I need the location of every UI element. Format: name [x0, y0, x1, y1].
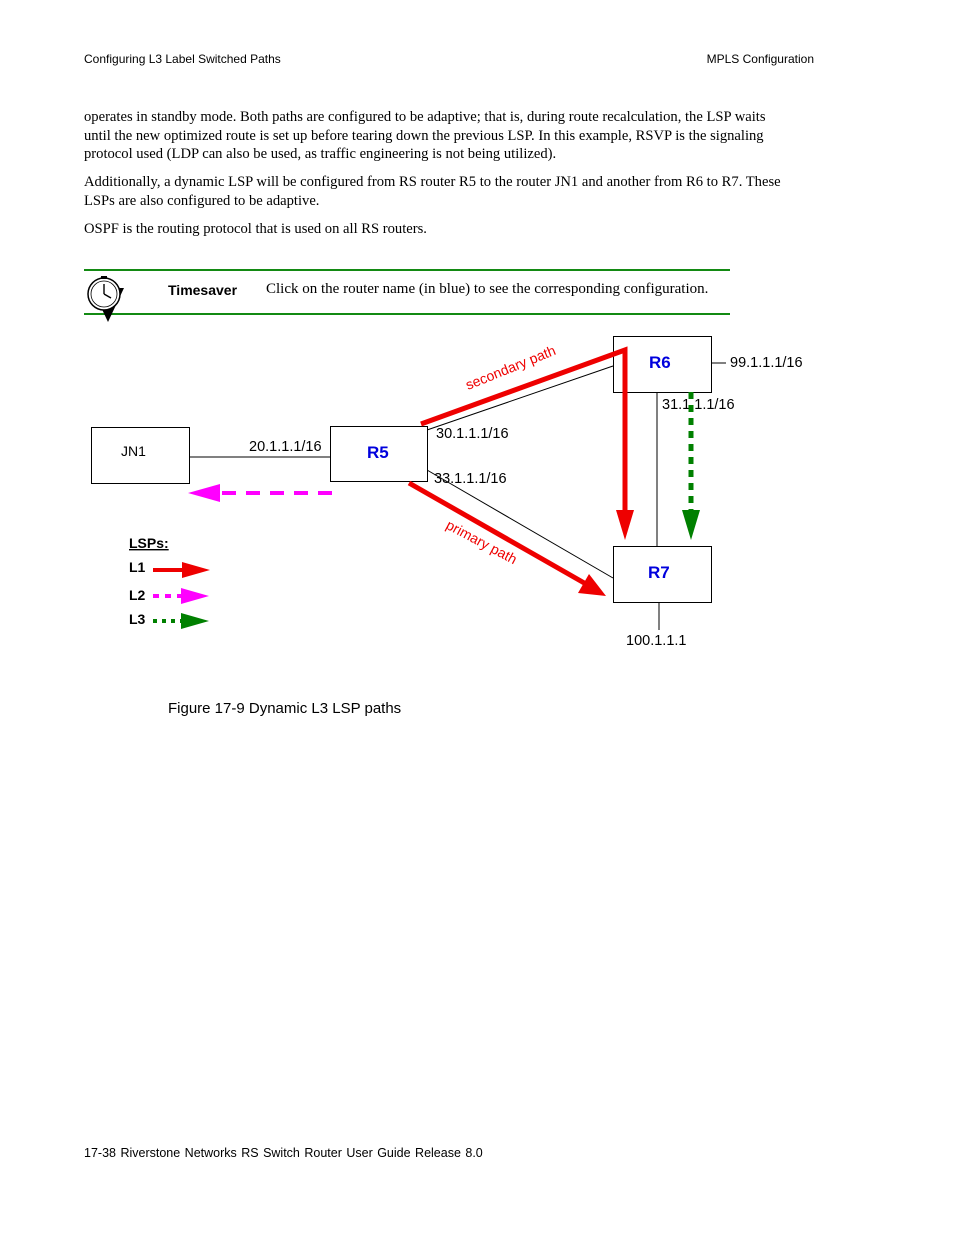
paragraph-ospf: OSPF is the routing protocol that is used on all RS routers. — [84, 221, 427, 237]
address-label: 33.1.1.1/16 — [434, 471, 507, 487]
paragraph-line: LSPs are also configured to be adaptive. — [84, 192, 320, 209]
timesaver-top-rule — [84, 269, 730, 271]
link-r5-r6 — [427, 366, 613, 430]
lsp-l1-secondary-arrowhead — [616, 510, 634, 540]
secondary-path-label: secondary path — [463, 342, 558, 393]
address-label: 99.1.1.1/16 — [730, 355, 803, 371]
primary-path-label: primary path — [443, 516, 520, 568]
legend-title: LSPs: — [129, 535, 169, 551]
address-label: 30.1.1.1/16 — [436, 426, 509, 442]
lsp-l3-arrowhead — [682, 510, 700, 540]
address-label: 20.1.1.1/16 — [249, 439, 322, 455]
legend-label-l2: L2 — [129, 587, 146, 603]
figure-caption: Figure 17-9 Dynamic L3 LSP paths — [168, 700, 402, 717]
router-link-r5[interactable]: R5 — [367, 443, 389, 462]
address-label: 100.1.1.1 — [626, 633, 687, 649]
legend-arrowhead-l2 — [181, 588, 209, 604]
lsp-l1-primary-path — [409, 483, 586, 584]
paragraph-line: operates in standby mode. Both paths are configured to be adaptive; that is, during route recalculation, the LSP waits — [84, 109, 766, 125]
running-header-right: MPLS Configuration — [706, 52, 814, 66]
legend-arrowhead-l1 — [182, 562, 210, 578]
timesaver-label: Timesaver — [168, 282, 238, 298]
paragraph-line: until the new optimized route is set up before tearing down the previous LSP. In this example, RSVP is the signaling — [84, 127, 764, 144]
legend-label-l3: L3 — [129, 611, 146, 627]
network-diagram — [0, 320, 954, 690]
running-header-left: Configuring L3 Label Switched Paths — [84, 52, 281, 66]
paragraph-standby — [84, 108, 814, 164]
router-link-r6[interactable]: R6 — [649, 353, 671, 372]
lsp-l2-arrowhead — [188, 484, 220, 502]
lsp-l1-primary-arrowhead — [578, 574, 606, 596]
router-name-jn1: JN1 — [121, 443, 146, 459]
timesaver-bottom-rule — [84, 313, 730, 315]
paragraph-dynamic-lsp — [84, 173, 814, 210]
paragraph-line: protocol used (LDP can also be used, as traffic engineering is not being utilized). — [84, 146, 557, 163]
page-footer: 17-38 Riverstone Networks RS Switch Router User Guide Release 8.0 — [84, 1146, 483, 1160]
clock-icon — [84, 274, 128, 324]
address-label: 31.1.1.1/16 — [662, 397, 735, 413]
paragraph-line: Additionally, a dynamic LSP will be configured from RS router R5 to the router JN1 and another from R6 to R7. These — [84, 174, 781, 190]
router-link-r7[interactable]: R7 — [648, 563, 670, 582]
timesaver-text: Click on the router name (in blue) to see the corresponding configuration. — [266, 281, 709, 297]
legend-arrowhead-l3 — [181, 613, 209, 629]
legend-label-l1: L1 — [129, 559, 146, 575]
